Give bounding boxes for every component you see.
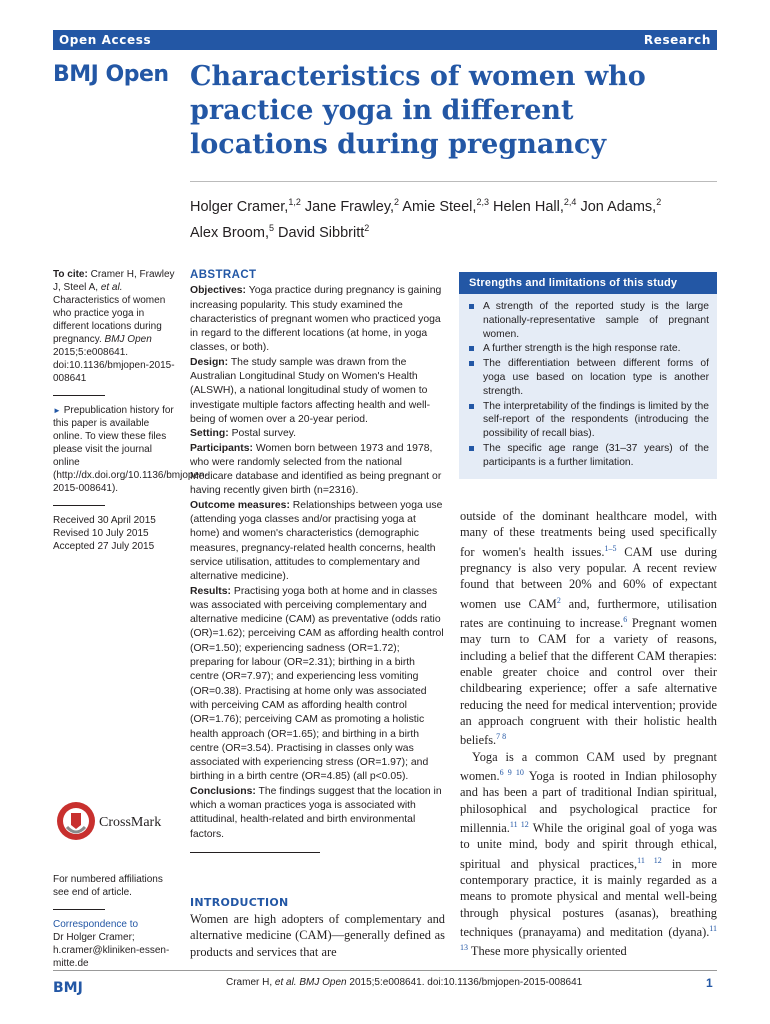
abstract-participants bbox=[190, 442, 445, 499]
author: Jane Frawley, bbox=[300, 198, 395, 215]
section-label: Participants: bbox=[190, 442, 253, 454]
section-text: The study sample was drawn from the Australian Longitudinal Study on Women's Health (ALSWH), a national longitudinal study of women to investigate multiple factors affecting health and well-being of women over a 20-year period. bbox=[190, 356, 431, 425]
list-item-text: A strength of the reported study is the large nationally-representative sample of pregnant women. bbox=[483, 301, 709, 340]
title-divider bbox=[190, 181, 717, 182]
section-text: Relationships between yoga use (attending yoga classes and/or practising yoga at home) and women's characteristics (demographic measures, pregnancy-related health concerns, health service utilisation, attitudes to complementary and alternative medicine). bbox=[190, 499, 443, 583]
abstract-divider bbox=[190, 852, 320, 853]
citation-journal: BMJ Open bbox=[104, 334, 152, 345]
section-text: Yoga practice during pregnancy is gaining increasing popularity. This study examined the characteristics of pregnant women who practiced yoga in regard to the different locations (at home, in yoga classes, or both). bbox=[190, 285, 442, 354]
citation-reference: 2015;5:e008641. doi:10.1136/bmjopen-2015-008641 bbox=[53, 347, 175, 384]
text-run: These more physically oriented bbox=[468, 944, 627, 959]
text-run: outside of the dominant healthcare model, with many of these treatments being used specifically for women's health issues. bbox=[460, 509, 717, 559]
list-item bbox=[469, 442, 709, 470]
affiliation-marker: 2 bbox=[394, 197, 400, 207]
sidebar-divider bbox=[53, 505, 105, 506]
publication-dates bbox=[53, 514, 177, 553]
revised-date: Revised 10 July 2015 bbox=[53, 528, 149, 539]
correspondence-heading: Correspondence to bbox=[53, 919, 139, 930]
crossmark-label: CrossMark bbox=[99, 815, 162, 830]
text-run: While the original goal of yoga was to unite mind, body and spirit through ethical, spiritual and physical practices, bbox=[460, 821, 718, 871]
sidebar-divider bbox=[53, 909, 105, 910]
page-number: 1 bbox=[706, 976, 713, 990]
list-item-text: The differentiation between different forms of yoga use based on location type is another strength. bbox=[483, 358, 709, 397]
reference-link[interactable]: 11 12 bbox=[509, 819, 529, 829]
abstract-outcome bbox=[190, 499, 445, 585]
text-run: CAM use during pregnancy is also very popular. A recent review found that between 20% and 60% of expectant women use CAM bbox=[460, 544, 718, 611]
footer-divider bbox=[53, 970, 717, 971]
prepublication-note[interactable] bbox=[53, 404, 208, 495]
list-item-text: The interpretability of the findings is limited by the self-report of the respondents (introducing the possibility of recall bias). bbox=[483, 400, 709, 440]
strengths-limitations-box bbox=[459, 272, 717, 479]
section-label: Outcome measures: bbox=[190, 499, 290, 511]
article-sidebar bbox=[53, 268, 208, 553]
correspondence-text[interactable]: Dr Holger Cramer; h.cramer@kliniken-essen-mitte.de bbox=[53, 932, 170, 969]
affiliation-marker: 1,2 bbox=[288, 197, 301, 207]
author: Jon Adams, bbox=[576, 198, 657, 215]
citation-block bbox=[53, 268, 177, 385]
author-line-2 bbox=[190, 218, 720, 244]
sidebar-footer bbox=[53, 873, 177, 970]
text-run: BMJ Open bbox=[299, 977, 347, 988]
affiliations-note: For numbered affiliations see end of article. bbox=[53, 874, 163, 898]
author: Alex Broom, bbox=[190, 224, 269, 241]
sidebar-divider bbox=[53, 395, 105, 396]
square-bullet-icon bbox=[469, 404, 474, 409]
square-bullet-icon bbox=[469, 446, 474, 451]
section-label: Objectives: bbox=[190, 285, 247, 297]
citation-etal: et al. bbox=[100, 282, 123, 293]
abstract-design bbox=[190, 356, 445, 427]
reference-link[interactable]: 1–5 bbox=[604, 543, 617, 553]
article-type-label: Research bbox=[643, 33, 711, 47]
journal-banner bbox=[53, 30, 717, 50]
crossmark-badge[interactable] bbox=[53, 795, 177, 851]
abstract bbox=[190, 268, 445, 842]
section-label: Setting: bbox=[190, 428, 229, 440]
author: Holger Cramer, bbox=[190, 198, 289, 215]
section-label: Results: bbox=[190, 585, 231, 597]
open-access-label: Open Access bbox=[59, 33, 152, 47]
body-paragraph-2 bbox=[460, 749, 717, 960]
author: David Sibbritt bbox=[274, 224, 365, 241]
introduction-heading: INTRODUCTION bbox=[190, 896, 289, 909]
abstract-objectives bbox=[190, 284, 445, 355]
abstract-setting bbox=[190, 427, 445, 441]
list-item bbox=[469, 342, 709, 356]
citation-title: Characteristics of women who practice yoga in different locations during pregnancy. bbox=[53, 295, 166, 345]
reference-link[interactable]: 6 bbox=[623, 615, 628, 625]
text-run: Yoga is a common CAM used by pregnant women. bbox=[460, 749, 717, 784]
list-item-text: A further strength is the high response rate. bbox=[483, 343, 681, 355]
citation-label: To cite: bbox=[53, 269, 88, 280]
text-run: in more contemporary practice, it is mainly regarded as a means to promote physical and mental well-being through physical postures (asanas), breathing techniques (pranayama) and meditation (dyana). bbox=[460, 856, 718, 940]
abstract-conclusions bbox=[190, 785, 445, 842]
prepublication-text: Prepublication history for this paper is available online. To view these files please visit the journal online (http://dx.doi.org/10.1136/bmjopen-2015-008641). bbox=[53, 405, 208, 494]
reference-link[interactable]: 7 8 bbox=[496, 732, 507, 742]
list-item bbox=[469, 357, 709, 398]
list-item-text: The specific age range (31–37 years) of the participants is a further limitation. bbox=[483, 442, 709, 468]
section-text: Postal survey. bbox=[231, 428, 297, 440]
triangle-bullet-icon: ► bbox=[53, 406, 61, 415]
footer-citation bbox=[226, 977, 582, 988]
article-title: Characteristics of women who practice yoga in different locations during pregnancy bbox=[190, 61, 646, 160]
list-item bbox=[469, 400, 709, 441]
crossmark-logo-icon bbox=[53, 795, 177, 851]
section-label: Conclusions: bbox=[190, 785, 256, 797]
introduction-text: Women are high adopters of complementary and alternative medicine (CAM)—generally defined as products and services that are bbox=[190, 912, 445, 959]
text-run: Yoga is rooted in Indian philosophy and has been a part of traditional Indian spiritual, philosophical and psychological practice for millennia. bbox=[460, 769, 717, 836]
square-bullet-icon bbox=[469, 304, 474, 309]
reference-link[interactable]: 6 9 10 bbox=[499, 767, 524, 777]
affiliation-marker: 2 bbox=[656, 197, 662, 207]
square-bullet-icon bbox=[469, 346, 474, 351]
section-text: Practising yoga both at home and in classes was associated with perceiving complementary and alternative medicine (CAM) as preventative (odds ratio (OR)=1.62); perceiving CAM as affording health control (OR=1.50); experiencing sadness (OR=1.72); preparing for labour (OR=2.31); birthing in a birth centre (OR=7.97); and experiencing less vomiting (OR=0.38). Practising at home only was associated with perceiving CAM as affording health control (OR=1.76); perceiving CAM as promoting a holistic health approach (OR=1.65); and birthing in a birth centre (OR=3.54). Practising in classes only was associated with experiencing stress (OR=1.97); and birthing in a birth centre (OR=4.85) (all p<0.05). bbox=[190, 585, 444, 783]
author: Helen Hall, bbox=[488, 198, 564, 215]
text-run: Pregnant women may turn to CAM for a variety of reasons, including a belief that the different CAM therapies: enable greater choice and control over their childbearing experience; offer a safe alternative reducing the need for medical intervention; provide an approach congruent with their holistic health beliefs. bbox=[460, 616, 717, 748]
body-text bbox=[460, 508, 717, 960]
reference-link[interactable]: 11 12 bbox=[637, 855, 662, 865]
bmj-footer-logo: BMJ bbox=[53, 980, 83, 996]
body-paragraph-1 bbox=[460, 508, 717, 749]
author-list bbox=[190, 192, 720, 244]
received-date: Received 30 April 2015 bbox=[53, 515, 156, 526]
text-run: and, furthermore, utilisation rates are continuing to increase. bbox=[460, 596, 717, 631]
abstract-heading: ABSTRACT bbox=[190, 269, 257, 281]
journal-logo: BMJ Open bbox=[53, 62, 169, 87]
affiliation-marker: 2,4 bbox=[563, 197, 577, 207]
section-text: Women born between 1973 and 1978, who were randomly selected from the national Medicare database and identified as being pregnant or having recently given birth (n=2316). bbox=[190, 442, 442, 497]
reference-link[interactable]: 11 13 bbox=[460, 924, 717, 953]
list-item bbox=[469, 300, 709, 341]
affiliation-marker: 2 bbox=[364, 222, 370, 233]
author-line-1 bbox=[190, 192, 720, 218]
text-run: 2015;5:e008641. doi:10.1136/bmjopen-2015-008641 bbox=[349, 977, 583, 988]
affiliation-marker: 2,3 bbox=[476, 197, 489, 207]
box-list bbox=[459, 294, 717, 470]
reference-link[interactable]: 2 bbox=[556, 595, 561, 605]
author: Amie Steel, bbox=[399, 198, 477, 215]
text-run: Cramer H, bbox=[226, 977, 273, 988]
section-text: The findings suggest that the location in which a woman practices yoga is associated with attitudinal, health-related and birth environmental factors. bbox=[190, 785, 442, 840]
box-heading: Strengths and limitations of this study bbox=[459, 272, 717, 294]
section-label: Design: bbox=[190, 356, 229, 368]
affiliation-marker: 5 bbox=[268, 222, 274, 233]
square-bullet-icon bbox=[469, 361, 474, 366]
accepted-date: Accepted 27 July 2015 bbox=[53, 541, 155, 552]
abstract-results bbox=[190, 585, 445, 785]
citation-authors: Cramer H, Frawley J, Steel A, bbox=[53, 269, 175, 293]
text-run: et al. bbox=[274, 977, 297, 988]
